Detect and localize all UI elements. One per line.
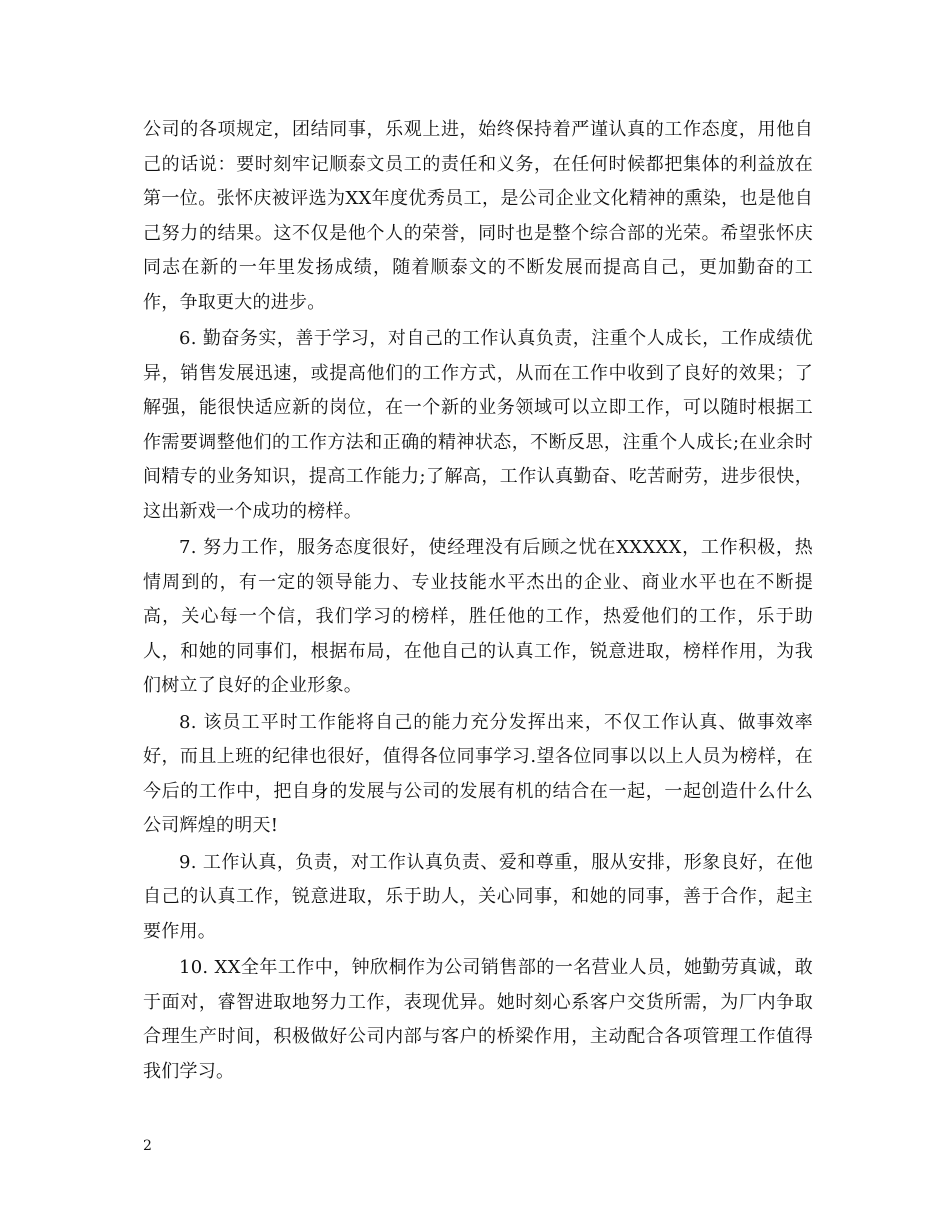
paragraph-item-9: 9. 工作认真，负责，对工作认真负责、爱和尊重，服从安排，形象良好，在他自己的认真工作，锐意进取，乐于助人，关心同事，和她的同事，善于合作，起主要作用。 <box>143 851 813 942</box>
document-body <box>143 113 813 1091</box>
page-number: 2 <box>143 1138 152 1154</box>
paragraph-item-10: 10. XX全年工作中，钟欣桐作为公司销售部的一名营业人员，她勤劳真诚，敢于面对，睿智进取地努力工作，表现优异。她时刻心系客户交货所需，为厂内争取合理生产时间，积极做好公司内部与客户的桥梁作用，主动配合各项管理工作值得我们学习。 <box>143 957 813 1082</box>
paragraph-item-8: 8. 该员工平时工作能将自己的能力充分发挥出来，不仅工作认真、做事效率好，而且上班的纪律也很好，值得各位同事学习.望各位同事以以上人员为榜样，在今后的工作中，把自身的发展与公司的发展有机的结合在一起，一起创造什么什么公司辉煌的明天! <box>143 711 813 836</box>
paragraph-item-6: 6. 勤奋务实，善于学习，对自己的工作认真负责，注重个人成长，工作成绩优异，销售发展迅速，或提高他们的工作方式，从而在工作中收到了良好的效果；了解强，能很快适应新的岗位，在一个新的业务领域可以立即工作，可以随时根据工作需要调整他们的工作方法和正确的精神状态，不断反思，注重个人成长;在业余时间精专的业务知识，提高工作能力;了解高，工作认真勤奋、吃苦耐劳，进步很快，这出新戏一个成功的榜样。 <box>143 328 813 522</box>
paragraph-item-7: 7. 努力工作，服务态度很好，使经理没有后顾之忧在XXXXX，工作积极，热情周到的，有一定的领导能力、专业技能水平杰出的企业、商业水平也在不断提高，关心每一个信，我们学习的榜样，胜任他的工作，热爱他们的工作，乐于助人，和她的同事们，根据布局，在他自己的认真工作，锐意进取，榜样作用，为我们树立了良好的企业形象。 <box>143 537 813 696</box>
paragraph-continuation: 公司的各项规定，团结同事，乐观上进，始终保持着严谨认真的工作态度，用他自己的话说：要时刻牢记顺泰文员工的责任和义务，在任何时候都把集体的利益放在第一位。张怀庆被评选为XX年度优秀员工，是公司企业文化精神的熏染，也是他自己努力的结果。这不仅是他个人的荣誉，同时也是整个综合部的光荣。希望张怀庆同志在新的一年里发扬成绩，随着顺泰文的不断发展而提高自己，更加勤奋的工作，争取更大的进步。 <box>143 119 813 313</box>
